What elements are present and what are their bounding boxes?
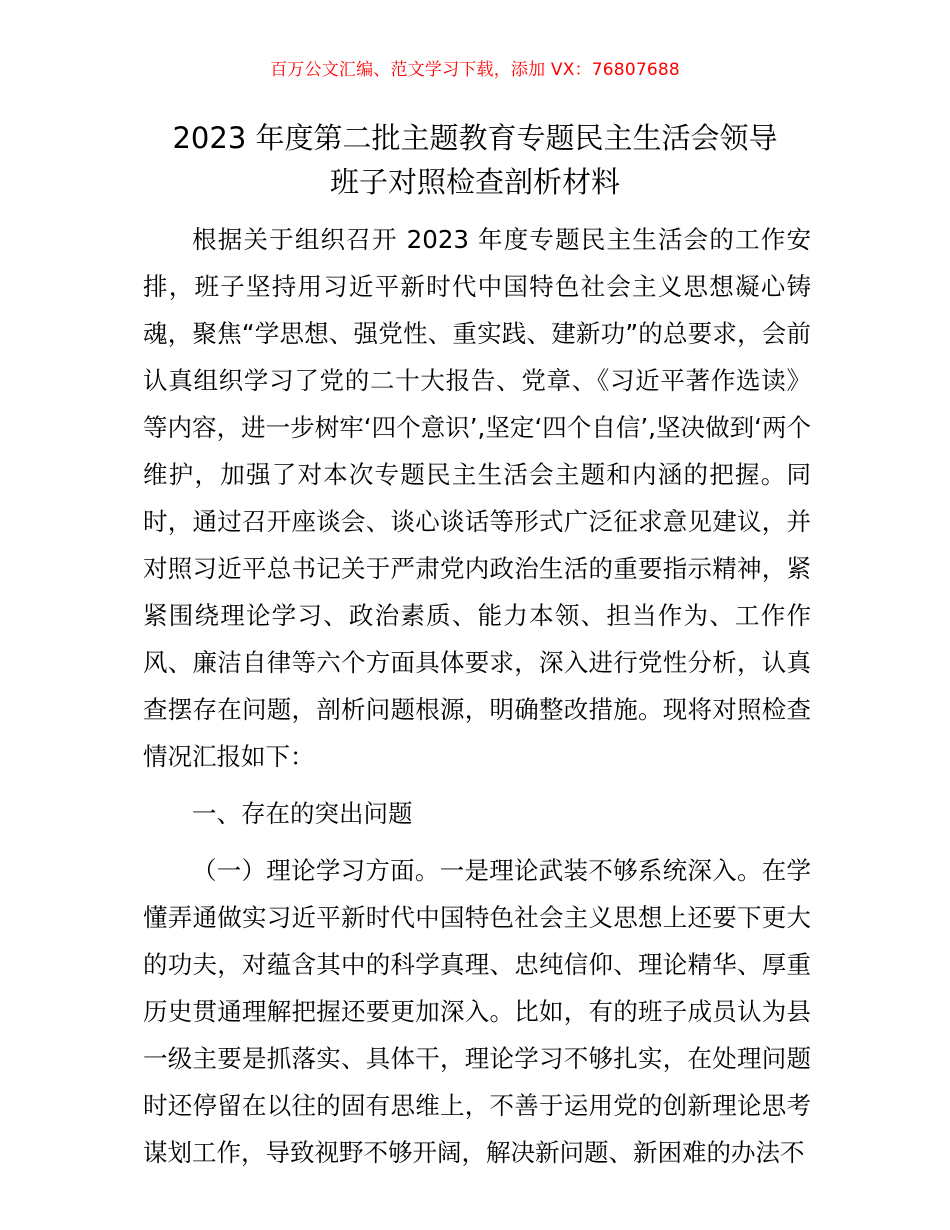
body-paragraph: （一）理论学习方面。一是理论武装不够系统深入。在学懂弄通做实习近平新时代中国特色社会主义思想上还要下更大的功夫，对蕴含其中的科学真理、忠纯信仰、理论精华、厚重历史贯通理解把握还要更加深入。比如，有的班子成员认为县一级主要是抓落实、具体干，理论学习不够扎实，在处理问题时还停留在以往的固有思维上，不善于运用党的创新理论思考谋划工作，导致视野不够开阔，解决新问题、新困难的办法不 <box>143 856 811 1167</box>
intro-paragraph: 根据关于组织召开 2023 年度专题民主生活会的工作安排，班子坚持用习近平新时代中国特色社会主义思想凝心铸魂，聚焦“学思想、强党性、重实践、建新功”的总要求，会前认真组织学习了党的二十大报告、党章、《习近平著作选读》等内容，进一步树牢‘四个意识’,坚定‘四个自信’,坚决做到‘两个维护，加强了对本次专题民主生活会主题和内涵的把握。同时，通过召开座谈会、谈心谈话等形式广泛征求意见建议，并对照习近平总书记关于严肃党内政治生活的重要指示精神，紧紧围绕理论学习、政治素质、能力本领、担当作为、工作作风、廉洁自律等六个方面具体要求，深入进行党性分析，认真查摆存在问题，剖析问题根源，明确整改措施。现将对照检查情况汇报如下： <box>143 225 811 771</box>
title-line-1: 2023 年度第二批主题教育专题民主生活会领导 <box>172 121 778 155</box>
title-line-2: 班子对照检查剖析材料 <box>329 165 620 199</box>
promo-header: 百万公文汇编、范文学习下载，添加 VX：76807688 <box>270 60 680 80</box>
document-body <box>143 216 811 1176</box>
section-heading: 一、存在的突出问题 <box>192 799 413 828</box>
document-title <box>120 116 830 204</box>
